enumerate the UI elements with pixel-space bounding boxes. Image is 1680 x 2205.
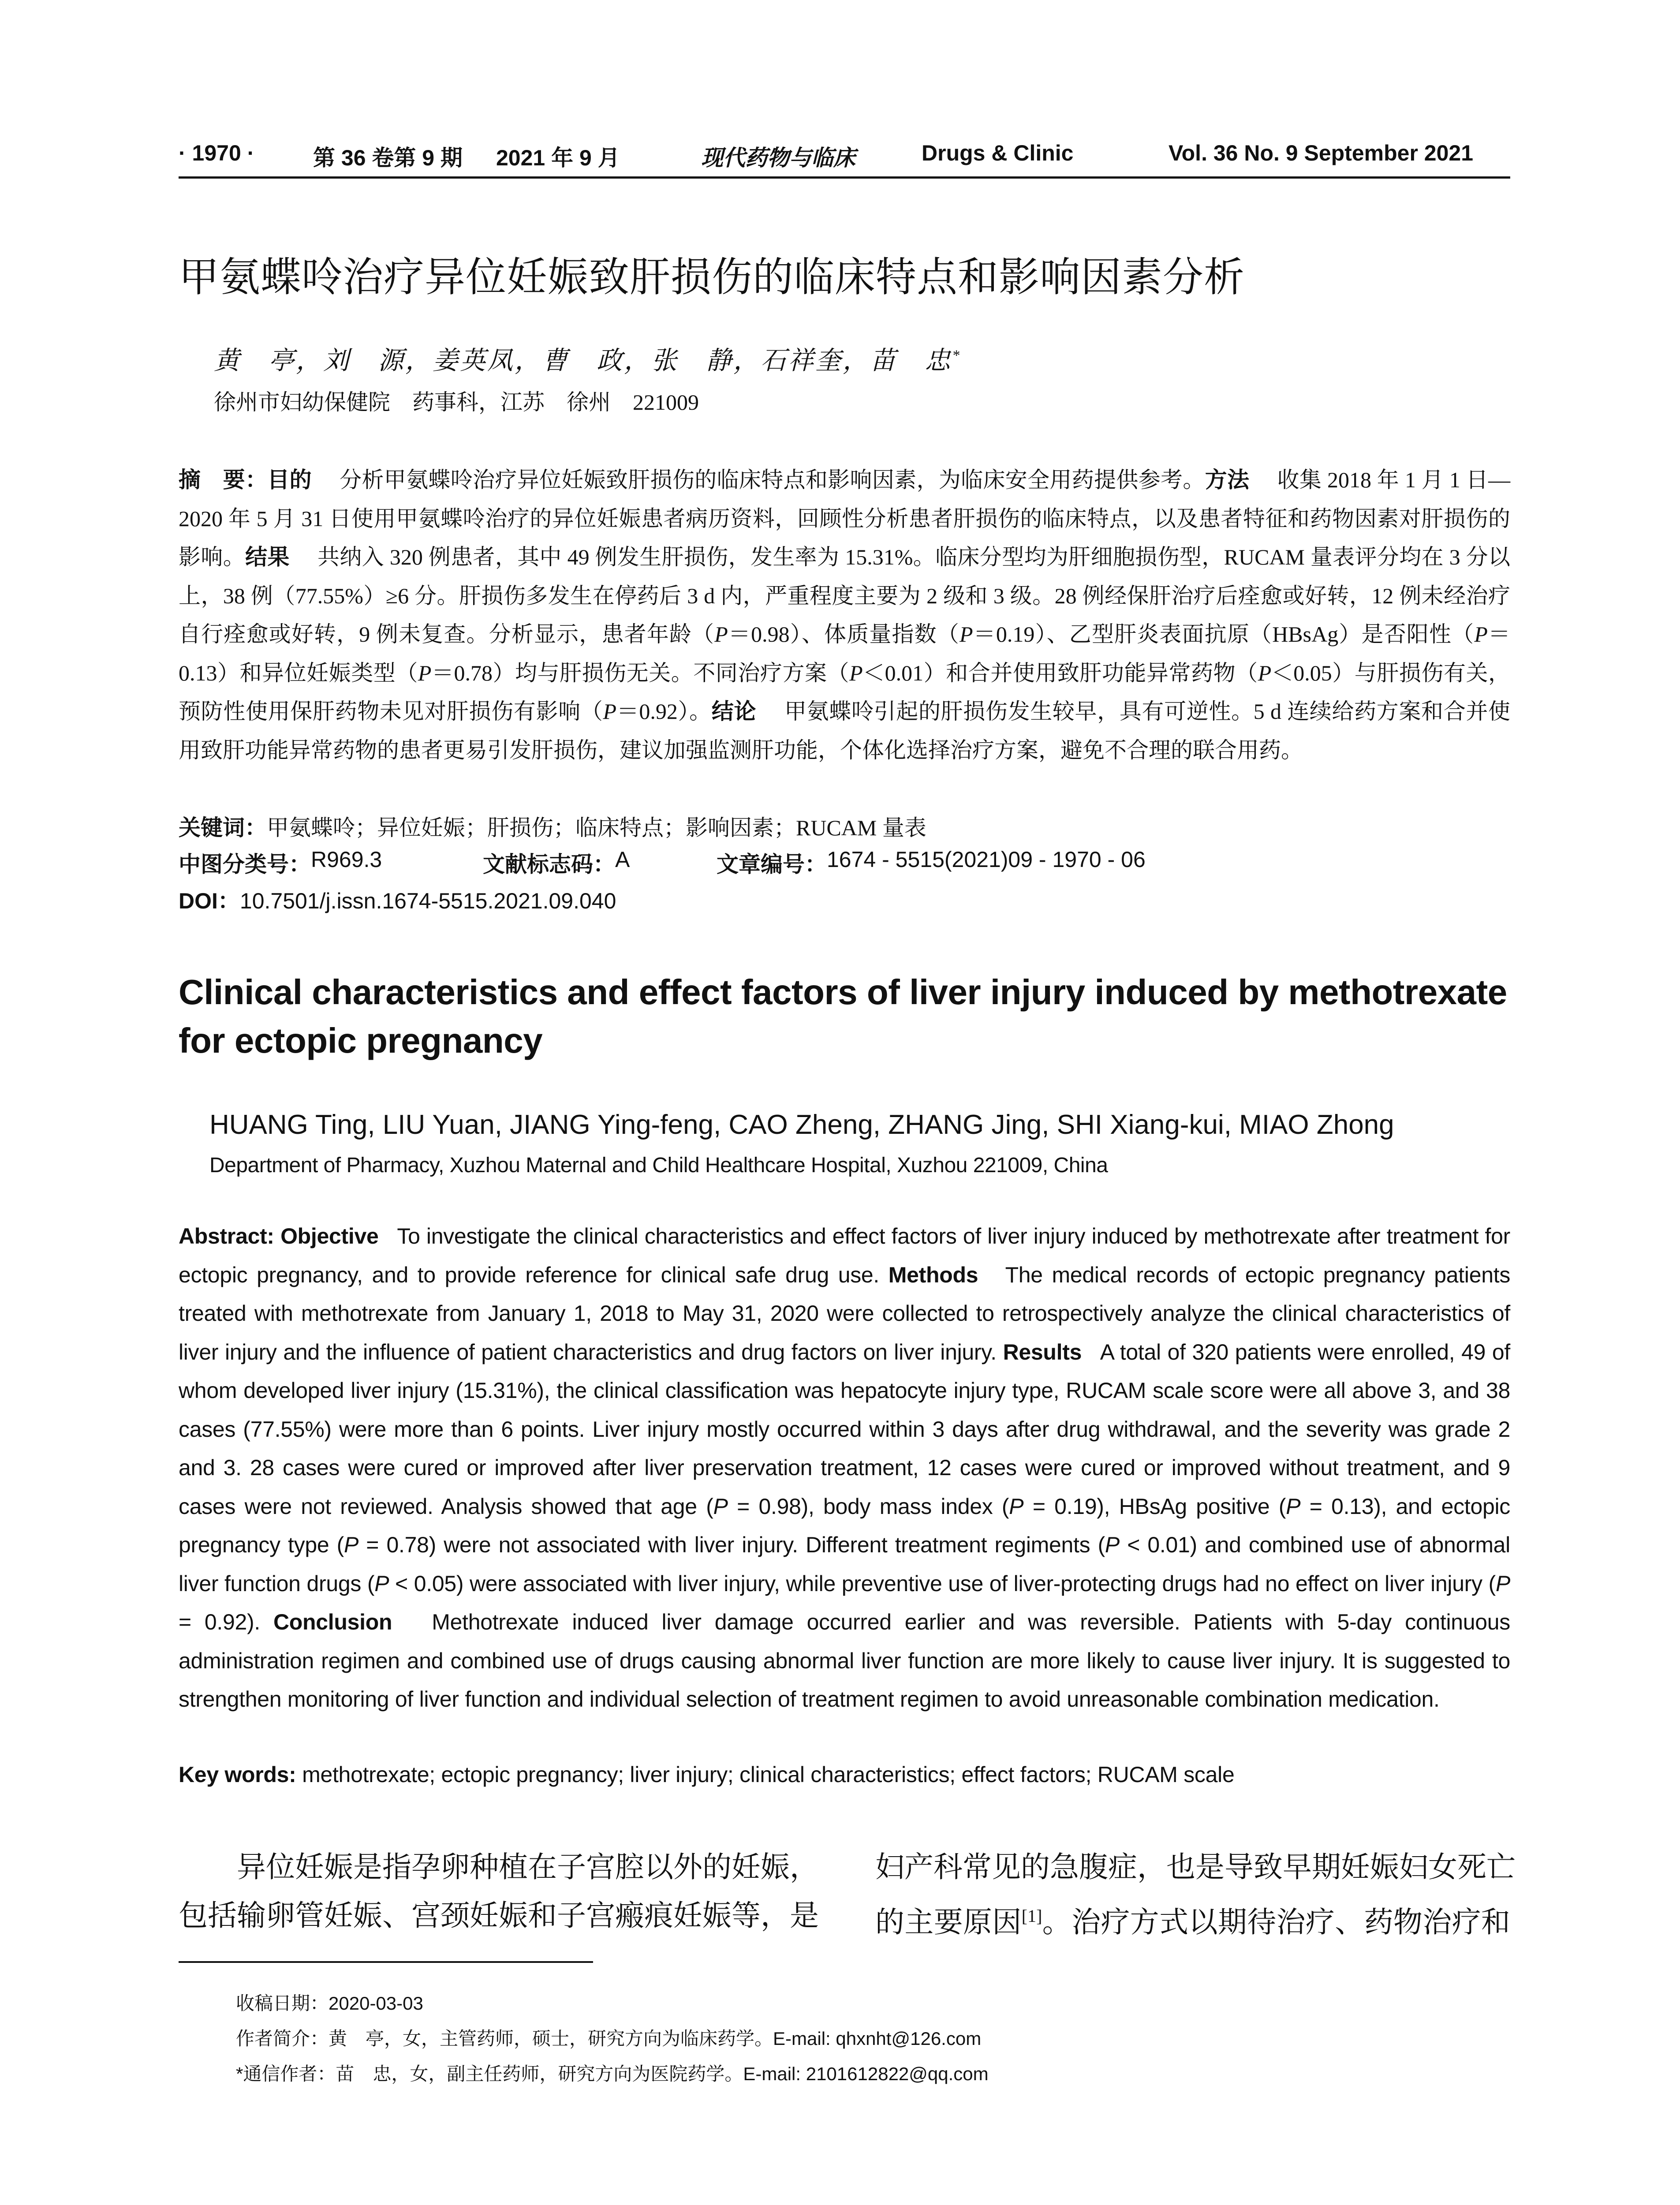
results-label-cn: 结果 <box>245 545 290 569</box>
methods-cn: 收集 2018 年 1 月 1 日—2020 年 5 月 31 日使用甲氨蝶呤治疗的异位妊娠患者病历资料，回顾性分析患者肝损伤的临床特点，以及患者特征和药物因素对肝损伤的影响。 <box>179 467 1511 569</box>
objective-label-cn: 目的 <box>267 467 312 492</box>
footnote-rule <box>179 1961 593 1963</box>
abstract-en-label: Abstract: <box>179 1224 274 1248</box>
abstract-en <box>179 1217 1510 1719</box>
article-title-en: Clinical characteristics and effect factors of liver injury induced by methotrexate for ectopic pregnancy <box>179 972 1507 1060</box>
date-cn: 2021 年 9 月 <box>496 146 620 170</box>
authors-cn <box>214 340 961 377</box>
keywords-cn <box>179 810 926 842</box>
results-en: A total of 320 patients were enrolled, 49 of whom developed liver injury (15.31%), the clinical classification was hepatocyte injury type, RUCAM scale score were all above 3, and 38 cases (77.55%) were more than 6 points. Liver injury mostly occurred within 3 days after drug withdrawal, and the severity was grade 2 and 3. 28 cases were cured or improved after liver preservation treatment, 12 cases were cured or improved without treatment, and 9 cases were not reviewed. Analysis showed that age (P = 0.98), body mass index (P = 0.19), HBsAg positive (P = 0.13), and ectopic pregnancy type (P = 0.78) were not associated with liver injury. Different treatment regiments (P < 0.01) and combined use of abnormal liver function drugs (P < 0.05) were associated with liver injury, while preventive use of liver-protecting drugs had no effect on liver injury (P = 0.92). <box>179 1339 1510 1634</box>
conclusion-cn: 甲氨蝶呤引起的肝损伤发生较早，具有可逆性。5 d 连续给药方案和合并使用致肝功能异常药物的患者更易引发肝损伤，建议加强监测肝功能，个体化选择治疗方案，避免不合理的联合用药。 <box>179 699 1511 762</box>
keywords-en-text: methotrexate; ectopic pregnancy; liver injury; clinical characteristics; effect factors; RUCAM scale <box>302 1762 1235 1787</box>
objective-cn: 分析甲氨蝶呤治疗异位妊娠致肝损伤的临床特点和影响因素，为临床安全用药提供参考。 <box>340 467 1205 492</box>
footnote-author: 作者简介：黄 亭，女，主管药师，硕士，研究方向为临床药学。E-mail: qhxnht@126.com <box>236 2028 982 2049</box>
body-line: 异位妊娠是指孕卵种植在子宫腔以外的妊娠， <box>237 1851 819 1884</box>
doi <box>179 883 616 915</box>
body-column-right <box>875 1843 1516 1947</box>
doi-value: 10.7501/j.issn.1674-5515.2021.09.040 <box>239 889 616 913</box>
keywords-en <box>179 1762 1234 1787</box>
journal-name-cn: 现代药物与临床 <box>701 145 855 171</box>
journal-name-en: Drugs & Clinic <box>922 141 1074 165</box>
abstract-cn-label: 摘 要： <box>179 467 268 492</box>
footnote-received: 收稿日期：2020-03-03 <box>236 1993 423 2014</box>
affiliation-cn: 徐州市妇幼保健院 药事科，江苏 徐州 221009 <box>214 390 699 415</box>
results-label-en: Results <box>1003 1339 1082 1364</box>
volume-issue-en: Vol. 36 No. 9 September 2021 <box>1169 141 1474 165</box>
article-number: 文章编号： 1674 - 5515(2021)09 - 1970 - 06 <box>717 847 1146 877</box>
keywords-cn-label: 关键词： <box>179 815 267 840</box>
header-rule <box>179 176 1510 179</box>
article-title-cn: 甲氨蝶呤治疗异位妊娠致肝损伤的临床特点和影响因素分析 <box>179 255 1245 300</box>
abstract-cn <box>179 461 1510 770</box>
body-line: 妇产科常见的急腹症，也是导致早期妊娠妇女死亡 <box>875 1851 1516 1884</box>
keywords-cn-text: 甲氨蝶呤；异位妊娠；肝损伤；临床特点；影响因素；RUCAM 量表 <box>267 815 926 840</box>
running-header <box>179 140 1510 175</box>
page-number: · 1970 · <box>179 141 255 165</box>
conclusion-label-en: Conclusion <box>273 1610 392 1634</box>
document-code: 文献标志码： A <box>483 847 630 877</box>
body-line: 的主要原因[1]。治疗方式以期待治疗、药物治疗和 <box>875 1906 1511 1939</box>
authors-cn-names: 黄 亭，刘 源，姜英凤，曹 政，张 静，石祥奎，苗 忠 <box>214 346 952 375</box>
citation-ref: [1] <box>1021 1906 1042 1926</box>
footnote-corresponding: *通信作者：苗 忠，女，副主任药师，研究方向为医院药学。E-mail: 2101612822@qq.com <box>236 2063 989 2084</box>
objective-en: To investigate the clinical characteristics and effect factors of liver injury induced by methotrexate after treatment for ectopic pregnancy, and to provide reference for clinical safe drug use. <box>179 1224 1511 1287</box>
objective-label-en: Objective <box>280 1224 379 1248</box>
conclusion-en: Methotrexate induced liver damage occurred earlier and was reversible. Patients with 5-day continuous administration regimen and combined use of drugs causing abnormal liver function are more likely to cause liver injury. It is suggested to strengthen monitoring of liver function and individual selection of treatment regimen to avoid unreasonable combination medication. <box>179 1610 1510 1712</box>
methods-label-cn: 方法 <box>1205 467 1250 492</box>
affiliation-en: Department of Pharmacy, Xuzhou Maternal and Child Healthcare Hospital, Xuzhou 221009, China <box>209 1154 1108 1177</box>
body-line: 包括输卵管妊娠、宫颈妊娠和子宫瘢痕妊娠等，是 <box>179 1900 819 1932</box>
doi-label: DOI： <box>179 889 240 913</box>
authors-en: HUANG Ting, LIU Yuan, JIANG Ying-feng, CAO Zheng, ZHANG Jing, SHI Xiang-kui, MIAO Zhong <box>209 1110 1394 1140</box>
keywords-en-label: Key words: <box>179 1762 296 1787</box>
results-cn: 共纳入 320 例患者，其中 49 例发生肝损伤，发生率为 15.31%。临床分型均为肝细胞损伤型，RUCAM 量表评分均在 3 分以上，38 例（77.55%）≥6 分。肝损伤多发生在停药后 3 d 内，严重程度主要为 2 级和 3 级。28 例经保肝治疗后痊愈或好转，12 例未经治疗自行痊愈或好转，9 例未复查。分析显示，患者年龄（P＝0.98）、体质量指数（P＝0.19）、乙型肝炎表面抗原（HBsAg）是否阳性（P＝0.13）和异位妊娠类型（P＝0.78）均与肝损伤无关。不同治疗方案（P＜0.01）和合并使用致肝功能异常药物（P＜0.05）与肝损伤有关，预防性使用保肝药物未见对肝损伤有影响（P＝0.92）。 <box>179 545 1511 724</box>
methods-en: The medical records of ectopic pregnancy patients treated with methotrexate from January 1, 2018 to May 31, 2020 were collected to retrospectively analyze the clinical characteristics of liver injury and the influence of patient characteristics and drug factors on liver injury. <box>179 1262 1511 1364</box>
conclusion-label-cn: 结论 <box>711 699 757 724</box>
body-column-left <box>179 1843 819 1940</box>
classification-line <box>179 847 1510 878</box>
volume-issue-cn: 第 36 卷第 9 期 <box>313 146 463 170</box>
methods-label-en: Methods <box>888 1262 978 1287</box>
clc-number: 中图分类号： R969.3 <box>179 847 382 877</box>
corresponding-mark: * <box>952 347 962 364</box>
